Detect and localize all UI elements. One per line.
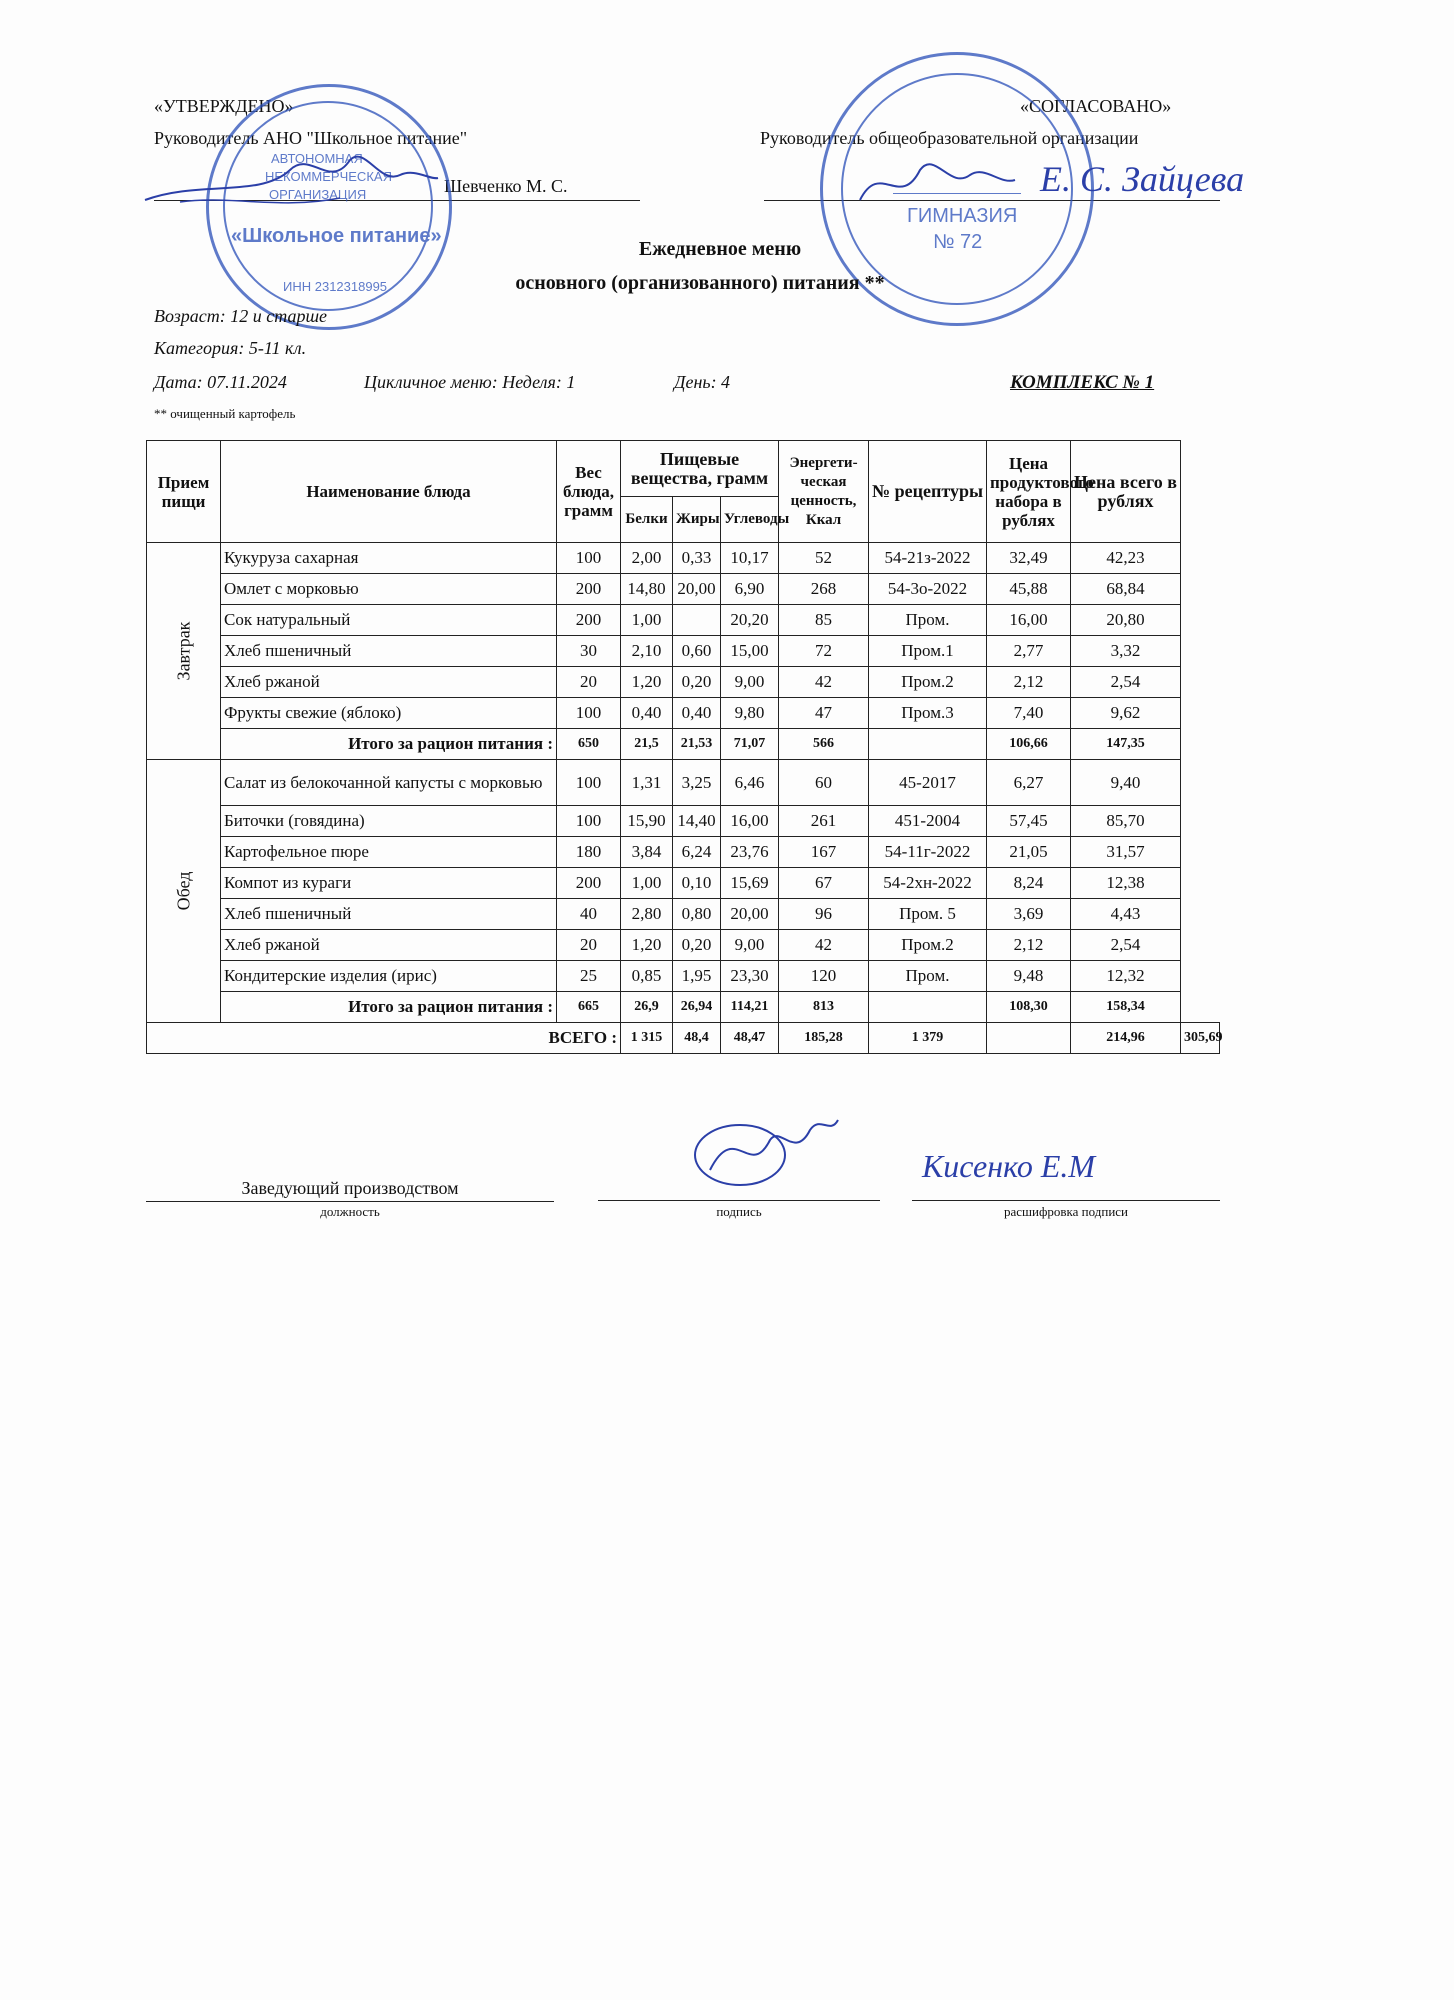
table-row: [147, 605, 1220, 636]
footer-position-caption: должность: [320, 1204, 380, 1219]
cell-set-price: 7,40: [987, 698, 1071, 729]
grand-total-weight: 1 315: [621, 1023, 673, 1054]
table-row: [147, 930, 1220, 961]
cell-energy: 96: [779, 899, 869, 930]
dish-name: Фрукты свежие (яблоко): [221, 698, 557, 729]
cell-fat: 1,95: [673, 961, 721, 992]
cell-energy: 261: [779, 806, 869, 837]
header-recipe: № рецептуры: [869, 441, 987, 543]
cell-energy: 42: [779, 667, 869, 698]
total-label: Итого за рацион питания :: [221, 992, 557, 1023]
cell-protein: 1,20: [621, 930, 673, 961]
cell-recipe: 54-3о-2022: [869, 574, 987, 605]
total-set-price: 108,30: [987, 992, 1071, 1023]
dish-name: Сок натуральный: [221, 605, 557, 636]
cell-recipe: Пром.1: [869, 636, 987, 667]
footer-position: Заведующий производством: [146, 1178, 554, 1202]
table-row: [147, 667, 1220, 698]
cell-recipe: Пром. 5: [869, 899, 987, 930]
total-total-price: 158,34: [1071, 992, 1181, 1023]
cell-fat: 0,20: [673, 930, 721, 961]
header-nutrients: Пищевые вещества, грамм: [621, 441, 779, 497]
cell-fat: 0,60: [673, 636, 721, 667]
total-total-price: 147,35: [1071, 729, 1181, 760]
agreed-heading: «СОГЛАСОВАНО»: [1020, 96, 1172, 116]
cell-recipe: 54-2хн-2022: [869, 868, 987, 899]
school-stamp-right: ГИМНАЗИЯ № 72: [820, 52, 1094, 326]
total-energy: 813: [779, 992, 869, 1023]
total-protein: 21,5: [621, 729, 673, 760]
cell-recipe: Пром.: [869, 605, 987, 636]
cell-recipe: 45-2017: [869, 760, 987, 806]
table-row: [147, 543, 1220, 574]
cell-recipe: Пром.: [869, 961, 987, 992]
total-set-price: 106,66: [987, 729, 1071, 760]
footer-signature-caption: подпись: [716, 1204, 762, 1219]
grand-total-label: ВСЕГО :: [147, 1023, 621, 1054]
cell-carbs: 20,20: [721, 605, 779, 636]
cell-energy: 60: [779, 760, 869, 806]
cell-weight: 180: [557, 837, 621, 868]
total-weight: 650: [557, 729, 621, 760]
grand-total-total-price: 305,69: [1181, 1023, 1220, 1054]
cell-fat: [673, 605, 721, 636]
cell-set-price: 8,24: [987, 868, 1071, 899]
day-info: День: 4: [674, 372, 731, 392]
table-row: [147, 961, 1220, 992]
agreed-position: Руководитель общеобразовательной организации: [760, 128, 1139, 148]
dish-name: Хлеб пшеничный: [221, 899, 557, 930]
cell-fat: 20,00: [673, 574, 721, 605]
cell-protein: 1,20: [621, 667, 673, 698]
cell-protein: 2,10: [621, 636, 673, 667]
cell-recipe: 54-21з-2022: [869, 543, 987, 574]
cell-protein: 14,80: [621, 574, 673, 605]
cell-fat: 0,80: [673, 899, 721, 930]
total-protein: 26,9: [621, 992, 673, 1023]
cell-total-price: 3,32: [1071, 636, 1181, 667]
footer-decode-signature: Кисенко Е.М: [922, 1148, 1096, 1184]
table-row: [147, 837, 1220, 868]
footer-signature: [680, 1100, 840, 1200]
cell-weight: 20: [557, 667, 621, 698]
approved-position: Руководитель АНО "Школьное питание": [154, 128, 468, 148]
dish-name: Кондитерские изделия (ирис): [221, 961, 557, 992]
dish-name: Омлет с морковью: [221, 574, 557, 605]
cell-total-price: 20,80: [1071, 605, 1181, 636]
approved-signature: [140, 140, 440, 220]
dish-name: Салат из белокочанной капусты с морковью: [221, 760, 557, 806]
cell-carbs: 6,46: [721, 760, 779, 806]
total-carbs: 71,07: [721, 729, 779, 760]
section-total-row: [147, 992, 1220, 1023]
approved-heading: «УТВЕРЖДЕНО»: [154, 96, 294, 116]
cell-fat: 3,25: [673, 760, 721, 806]
cycle-info: Цикличное меню: Неделя: 1: [364, 372, 576, 392]
agreed-signature-text: Е. С. Зайцева: [1040, 159, 1245, 199]
dish-name: Хлеб пшеничный: [221, 636, 557, 667]
header-weight: Вес блюда, грамм: [557, 441, 621, 543]
cell-weight: 100: [557, 760, 621, 806]
cell-protein: 1,00: [621, 868, 673, 899]
cell-total-price: 2,54: [1071, 930, 1181, 961]
cell-carbs: 15,69: [721, 868, 779, 899]
meal-name: Завтрак: [147, 543, 221, 760]
grand-total-row: [147, 1023, 1220, 1054]
cell-set-price: 2,77: [987, 636, 1071, 667]
age-info: Возраст: 12 и старше: [154, 306, 328, 326]
header-dish: Наименование блюда: [221, 441, 557, 543]
cell-fat: 6,24: [673, 837, 721, 868]
cell-set-price: 3,69: [987, 899, 1071, 930]
footer-signature-line: [598, 1200, 880, 1201]
cell-weight: 200: [557, 605, 621, 636]
dish-name: Хлеб ржаной: [221, 930, 557, 961]
header-total-price: Цена всего в рублях: [1071, 441, 1181, 543]
footer-decode-caption: расшифровка подписи: [1003, 1204, 1129, 1219]
cell-recipe: Пром.2: [869, 667, 987, 698]
dish-name: Кукуруза сахарная: [221, 543, 557, 574]
cell-weight: 200: [557, 868, 621, 899]
total-fat: 26,94: [673, 992, 721, 1023]
cell-protein: 2,80: [621, 899, 673, 930]
cell-energy: 42: [779, 930, 869, 961]
cell-set-price: 6,27: [987, 760, 1071, 806]
table-row: [147, 806, 1220, 837]
cell-carbs: 15,00: [721, 636, 779, 667]
total-label: Итого за рацион питания :: [221, 729, 557, 760]
cell-total-price: 4,43: [1071, 899, 1181, 930]
page-title-line2: основного (организованного) питания **: [515, 272, 885, 294]
dish-name: Биточки (говядина): [221, 806, 557, 837]
cell-protein: 1,00: [621, 605, 673, 636]
cell-total-price: 9,62: [1071, 698, 1181, 729]
cell-protein: 1,31: [621, 760, 673, 806]
cell-protein: 15,90: [621, 806, 673, 837]
header-protein: Белки: [621, 497, 673, 543]
cell-energy: 85: [779, 605, 869, 636]
grand-total-fat: 48,47: [721, 1023, 779, 1054]
cell-carbs: 10,17: [721, 543, 779, 574]
grand-total-carbs: 185,28: [779, 1023, 869, 1054]
cell-carbs: 9,00: [721, 930, 779, 961]
cell-energy: 52: [779, 543, 869, 574]
cell-set-price: 16,00: [987, 605, 1071, 636]
header-meal: Прием пищи: [147, 441, 221, 543]
total-recipe: [869, 729, 987, 760]
cell-set-price: 32,49: [987, 543, 1071, 574]
menu-table-body: [147, 543, 1223, 1054]
table-row: [147, 636, 1220, 667]
cell-energy: 120: [779, 961, 869, 992]
cell-total-price: 42,23: [1071, 543, 1181, 574]
cell-recipe: Пром.3: [869, 698, 987, 729]
cell-set-price: 45,88: [987, 574, 1071, 605]
cell-total-price: 12,38: [1071, 868, 1181, 899]
cell-carbs: 20,00: [721, 899, 779, 930]
cell-weight: 100: [557, 543, 621, 574]
category-info: Категория: 5-11 кл.: [154, 338, 307, 358]
total-carbs: 114,21: [721, 992, 779, 1023]
cell-energy: 47: [779, 698, 869, 729]
cell-carbs: 23,30: [721, 961, 779, 992]
cell-total-price: 85,70: [1071, 806, 1181, 837]
table-row: [147, 868, 1220, 899]
meal-name: Обед: [147, 760, 221, 1023]
cell-recipe: 54-11г-2022: [869, 837, 987, 868]
cell-set-price: 2,12: [987, 667, 1071, 698]
header-set-price: Цена продуктового набора в рублях: [987, 441, 1071, 543]
header-fat: Жиры: [673, 497, 721, 543]
grand-total-set-price: 214,96: [1071, 1023, 1181, 1054]
cell-weight: 40: [557, 899, 621, 930]
cell-protein: 0,85: [621, 961, 673, 992]
cell-protein: 2,00: [621, 543, 673, 574]
menu-table: [146, 440, 1223, 1054]
table-row: [147, 698, 1220, 729]
table-row: [147, 574, 1220, 605]
table-row: [147, 899, 1220, 930]
footnote: ** очищенный картофель: [154, 406, 296, 421]
cell-carbs: 16,00: [721, 806, 779, 837]
cell-weight: 25: [557, 961, 621, 992]
section-total-row: [147, 729, 1220, 760]
approved-name: Шевченко М. С.: [444, 176, 568, 196]
cell-energy: 268: [779, 574, 869, 605]
cell-energy: 72: [779, 636, 869, 667]
cell-set-price: 57,45: [987, 806, 1071, 837]
dish-name: Хлеб ржаной: [221, 667, 557, 698]
cell-fat: 0,40: [673, 698, 721, 729]
total-fat: 21,53: [673, 729, 721, 760]
complex-label: КОМПЛЕКС № 1: [1010, 372, 1155, 393]
cell-recipe: 451-2004: [869, 806, 987, 837]
organization-stamp-left: АВТОНОМНАЯ НЕКОММЕРЧЕСКАЯ ОРГАНИЗАЦИЯ «Школьное питание» ИНН 2312318995: [206, 84, 452, 330]
header-carbs: Углеводы: [721, 497, 779, 543]
cell-total-price: 9,40: [1071, 760, 1181, 806]
cell-weight: 100: [557, 806, 621, 837]
grand-total-protein: 48,4: [673, 1023, 721, 1054]
cell-energy: 167: [779, 837, 869, 868]
cell-set-price: 21,05: [987, 837, 1071, 868]
cell-protein: 0,40: [621, 698, 673, 729]
cell-total-price: 2,54: [1071, 667, 1181, 698]
cell-fat: 0,20: [673, 667, 721, 698]
cell-carbs: 23,76: [721, 837, 779, 868]
cell-carbs: 9,80: [721, 698, 779, 729]
cell-fat: 0,10: [673, 868, 721, 899]
cell-fat: 14,40: [673, 806, 721, 837]
cell-protein: 3,84: [621, 837, 673, 868]
dish-name: Картофельное пюре: [221, 837, 557, 868]
cell-recipe: Пром.2: [869, 930, 987, 961]
cell-set-price: 9,48: [987, 961, 1071, 992]
header-energy: Энергети- ческая ценность, Ккал: [779, 441, 869, 543]
cell-weight: 20: [557, 930, 621, 961]
page-title-line1: Ежедневное меню: [638, 238, 802, 260]
grand-total-recipe: [987, 1023, 1071, 1054]
date-info: Дата: 07.11.2024: [154, 372, 287, 392]
cell-weight: 200: [557, 574, 621, 605]
cell-fat: 0,33: [673, 543, 721, 574]
cell-set-price: 2,12: [987, 930, 1071, 961]
cell-energy: 67: [779, 868, 869, 899]
total-recipe: [869, 992, 987, 1023]
cell-weight: 100: [557, 698, 621, 729]
total-weight: 665: [557, 992, 621, 1023]
cell-total-price: 68,84: [1071, 574, 1181, 605]
cell-weight: 30: [557, 636, 621, 667]
cell-carbs: 6,90: [721, 574, 779, 605]
total-energy: 566: [779, 729, 869, 760]
cell-total-price: 31,57: [1071, 837, 1181, 868]
cell-total-price: 12,32: [1071, 961, 1181, 992]
grand-total-energy: 1 379: [869, 1023, 987, 1054]
footer-decode-line: [912, 1200, 1220, 1201]
cell-carbs: 9,00: [721, 667, 779, 698]
agreed-signature: [850, 150, 1020, 220]
table-row: [147, 760, 1220, 806]
dish-name: Компот из кураги: [221, 868, 557, 899]
